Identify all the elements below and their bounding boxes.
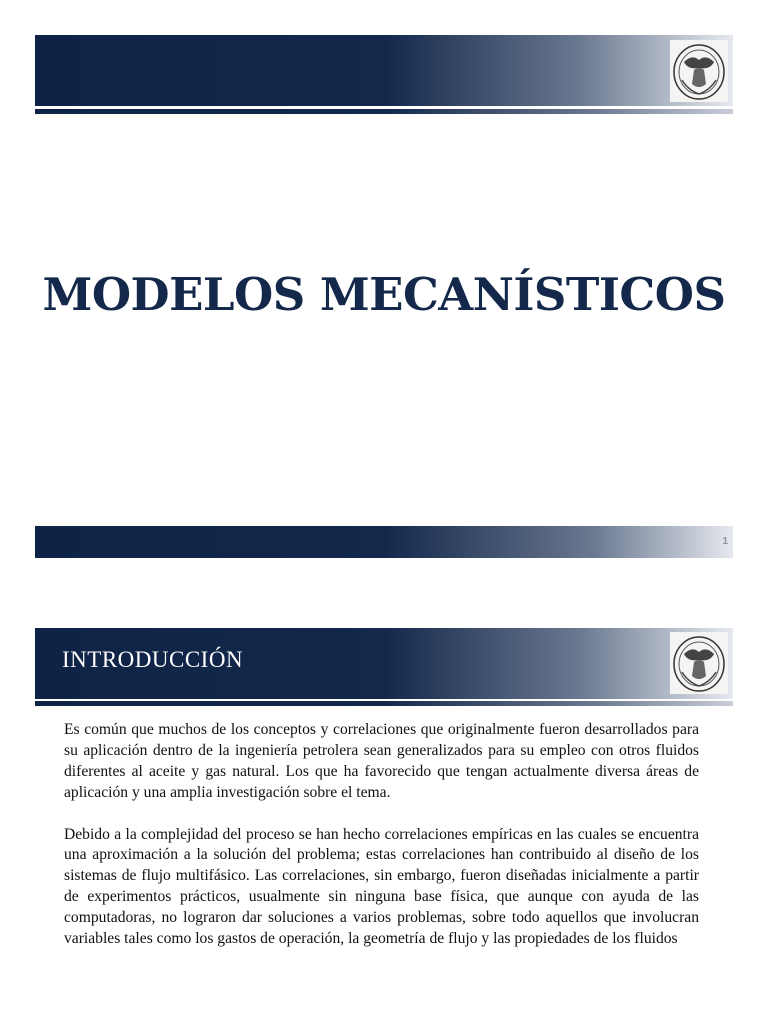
slide-2	[0, 575, 768, 1024]
section-heading: INTRODUCCIÓN	[62, 647, 244, 672]
paragraph: Es común que muchos de los conceptos y correlaciones que originalmente fueron desarrollados para su aplicación dentro de la ingeniería petrolera sean generalizados para su empleo con otros fluidos diferentes al aceite y gas natural. Los que ha favorecido que tengan actualmente diversa áreas de aplicación y una amplia investigación sobre el tema.	[64, 721, 699, 801]
unam-seal-icon	[670, 40, 728, 102]
body-text	[64, 720, 699, 971]
header-divider	[35, 109, 733, 114]
unam-seal-icon	[670, 632, 728, 694]
header-divider	[35, 701, 733, 706]
page-number: 1	[722, 536, 728, 547]
slide-title: MODELOS MECANÍSTICOS	[42, 268, 726, 321]
footer-banner	[35, 526, 733, 558]
header-banner	[35, 35, 733, 106]
paragraph: Debido a la complejidad del proceso se han hecho correlaciones empíricas en las cuales se encuentra una aproximación a la solución del problema; estas correlaciones han contribuido al diseño de los sistemas de flujo multifásico. Las correlaciones, sin embargo, fueron diseñadas inicialmente a partir de experimentos prácticos, usualmente sin ninguna base física, que aunque con ayuda de las computadoras, no lograron dar soluciones a varios problemas, sobre todo aquellos que involucran variables tales como los gastos de operación, la geometría de flujo y las propiedades de los fluidos	[64, 825, 699, 948]
